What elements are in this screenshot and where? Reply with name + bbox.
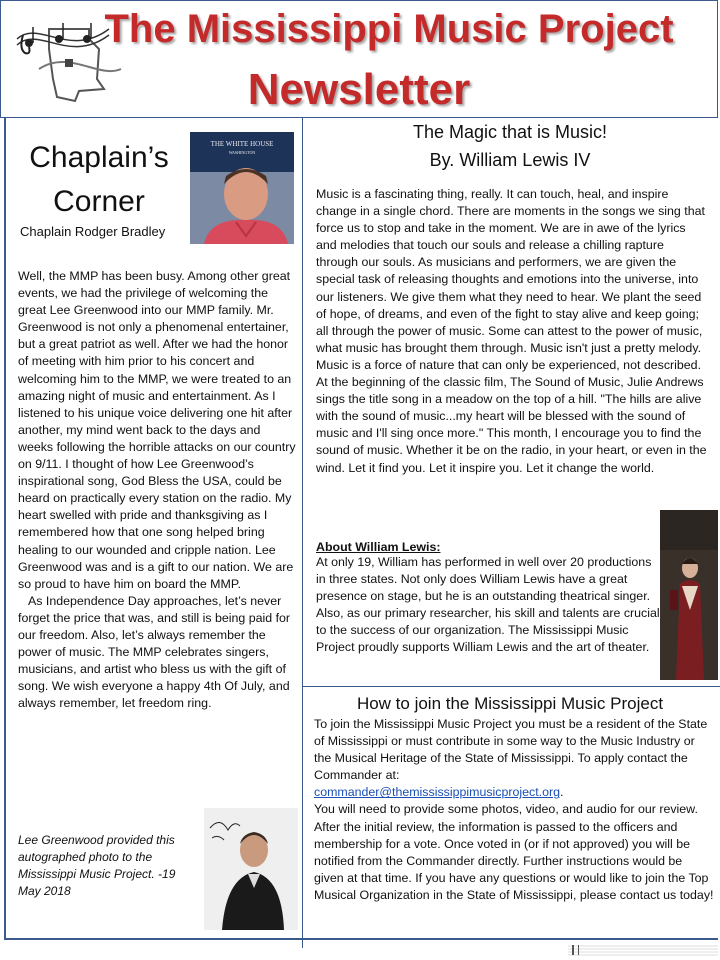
greenwood-photo-caption: Lee Greenwood provided this autographed photo to the Mississippi Music Project. -19 May 2018 [18,833,176,898]
chaplain-title-line2: Corner [53,185,145,218]
podium-sign-subtext: WASHINGTON [228,150,256,155]
magic-article-byline: By. William Lewis IV [429,150,591,170]
column-divider [302,118,303,948]
about-william-lewis [316,540,660,657]
join-paragraph-2: You will need to provide some photos, video, and audio for our review. After the initial review, the information is passed to the officers and membership for a vote. Once voted in (or if not approved) you will be notified from the Commander directly. Further instructions would be given at that time. If you have any questions or would like to join the Top Musical Organization in the State of Mississippi, please contact us today! [314,802,714,902]
about-body: At only 19, William has performed in well over 20 productions in three states. Not only does William Lewis have a great presence on stage, but he is an outstanding theatrical singer. Also, as our primary researcher, his skill and talents are crucial to the success of our organization. The Mississippi Music Project proudly supports William Lewis and the art of theater. [316,555,660,655]
podium-sign-text: THE WHITE HOUSE [210,140,274,148]
chaplain-photo [190,132,294,244]
chaplain-paragraph-1: Well, the MMP has been busy. Among other great events, we had the privilege of welcoming the great Lee Greenwood into our MMP family. Mr. Greenwood is not only a phenomenal entertainer, but a great patriot as well. After we had the honor of meeting with him prior to his concert and welcoming him to the MMP, we were treated to an amazing night of music and entertainment. As I listened to his unique voice delivering one hit after another, my mind went back to the days and weeks following the horrible attacks on our country on 9/11. I thought of how Lee Greenwood’s inspirational song, God Bless the USA, could be heard on practically every station on the radio. My heart swelled with pride and thanksgiving as I remembered how that one song helped bring healing to our wounded and cripple nation. Lee Greenwood was and is a gift to our nation. We are so proud to have him on board the MMP. [18,269,296,591]
chaplain-article [18,268,298,712]
chaplain-corner-title [14,136,184,224]
magic-paragraph: Music is a fascinating thing, really. It can touch, heal, and inspire change in a single chord. There are moments in the songs we sing that force us to stop and take in the moment. We are in awe of the lyrics and melodies that touch our souls and release a chilling rapture through our souls. As musicians and performers, we are given the special task of releasing thoughts and emotions into the universe, into our listeners. We give them what they need to hear. We plant the seed of hope, of dreams, and even of the fight to stay alive and keep going; all through the power of music. Some can attest to the power of music, what music has brought them through. Music isn't just a pretty melody. Music is a force of nature that can only be experienced, not described. At the beginning of the classic film, The Sound of Music, Julie Andrews sings the title song in a meadow on the top of a hill. "The hills are alive with the sound of music...my heart will be blessed with the sound of music and I'll sing once more." This month, I encourage you to find the sound of music. Whether it be on the radio, in your heart, or even in the wind. Let it find you. Let it inspire you. Let it change the world. [316,187,707,475]
join-section-body [314,716,714,904]
join-email-line: commander@themississippimusicproject.org. [314,785,564,800]
chaplain-title-line1: Chaplain’s [29,141,169,174]
newsletter-subtitle: Newsletter [247,65,471,114]
magic-article-heading [305,118,715,174]
lee-greenwood-photo [204,808,298,930]
newsletter-title: The Mississippi Music Project [104,7,674,51]
william-lewis-photo [660,510,718,680]
commander-email-link[interactable]: commander@themississippimusicproject.org [314,785,561,800]
about-heading: About William Lewis: [316,540,441,554]
magic-article-title: The Magic that is Music! [412,122,608,142]
magic-article-body [316,186,708,477]
chaplain-paragraph-2: As Independence Day approaches, let’s never forget the price that was, and still is being paid for our freedom. Also, let’s always remember the power of music. The MMP celebrates singers, musicians, and artist who bless us with the gift of song. We wish everyone a happy 4th Of July, and always remember, let freedom ring. [18,593,291,711]
newsletter-header [0,0,718,118]
section-divider [302,686,720,687]
chaplain-name: Chaplain Rodger Bradley [20,224,166,239]
join-paragraph-1: To join the Mississippi Music Project you must be a resident of the State of Mississippi or must contribute in some way to the Music Industry or the Musical Heritage of the State of Mississippi. To apply contact the Commander at: [314,717,708,783]
footer-music-staff-icon [568,944,718,956]
join-section-title: How to join the Mississippi Music Project [356,694,664,713]
